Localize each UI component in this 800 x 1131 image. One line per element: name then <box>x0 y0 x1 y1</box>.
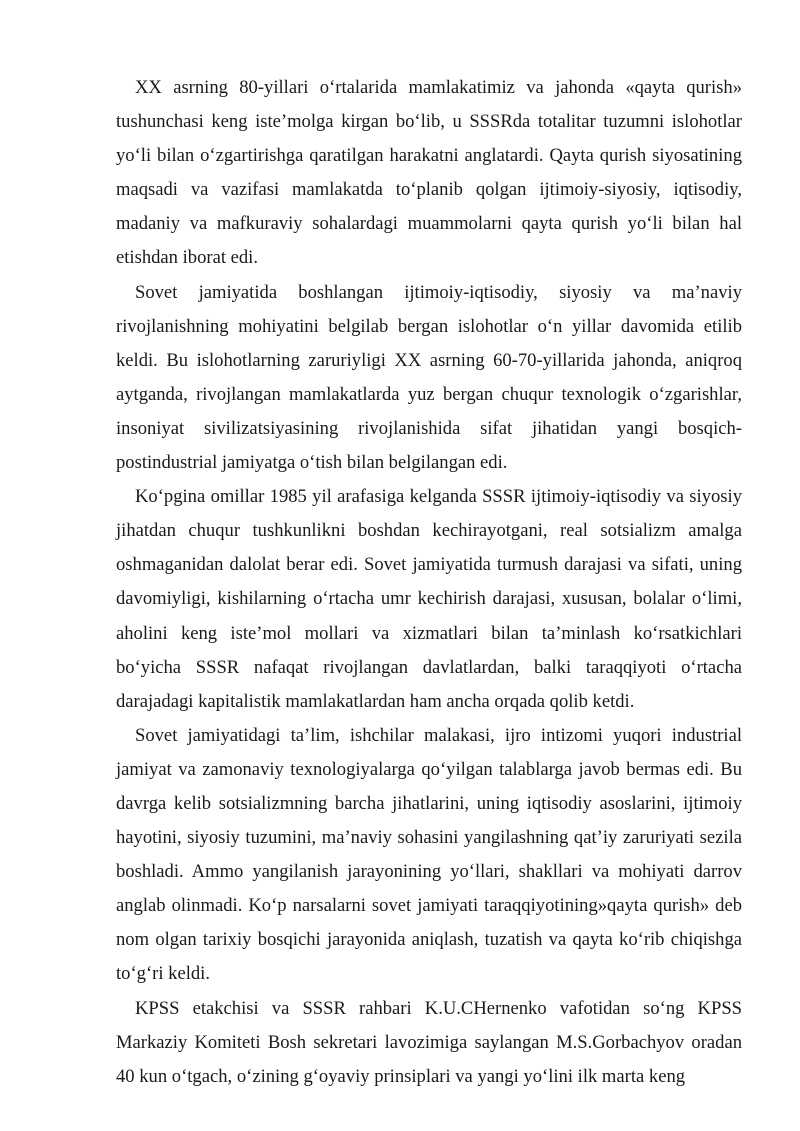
paragraph-4: Sovet jamiyatidagi ta’lim, ishchilar malakasi, ijro intizomi yuqori industrial jamiyat va zamonaviy texnologiyalarga qo‘yilgan talablarga javob bermas edi. Bu davrga kelib sotsializmning barcha jihatlarini, uning iqtisodiy asoslarini, ijtimoiy hayotini, siyosiy tuzumini, ma’naviy sohasini yangilashning qat’iy zaruriyati sezila boshladi. Ammo yangilanish jarayonining yo‘llari, shakllari va mohiyati darrov anglab olinmadi. Ko‘p narsalarni sovet jamiyati taraqqiyotining»qayta qurish» deb nom olgan tarixiy bosqichi jarayonida aniqlash, tuzatish va qayta ko‘rib chiqishga to‘g‘ri keldi. <box>116 724 742 985</box>
paragraph-5: KPSS etakchisi va SSSR rahbari K.U.CHernenko vafotidan so‘ng KPSS Markaziy Komiteti Bosh sekretari lavozimiga saylangan M.S.Gorbachyov oradan 40 kun o‘tgach, o‘zining g‘oyaviy prinsiplari va yangi yo‘lini ilk marta keng <box>116 997 742 1087</box>
document-page <box>116 71 742 1094</box>
paragraph-1: XX asrning 80-yillari o‘rtalarida mamlakatimiz va jahonda «qayta qurish» tushunchasi keng iste’molga kirgan bo‘lib, u SSSRda totalitar tuzumni islohotlar yo‘li bilan o‘zgartirishga qaratilgan harakatni anglatardi. Qayta qurish siyosatining maqsadi va vazifasi mamlakatda to‘planib qolgan ijtimoiy-siyosiy, iqtisodiy, madaniy va mafkuraviy sohalardagi muammolarni qayta qurish yo‘li bilan hal etishdan iborat edi. <box>116 77 742 269</box>
paragraph-2: Sovet jamiyatida boshlangan ijtimoiy-iqtisodiy, siyosiy va ma’naviy rivojlanishning mohiyatini belgilab bergan islohotlar o‘n yillar davomida etilib keldi. Bu islohotlarning zaruriyligi XX asrning 60-70-yillarida jahonda, aniqroq aytganda, rivojlangan mamlakatlarda yuz bergan chuqur texnologik o‘zgarishlar, insoniyat sivilizatsiyasining rivojlanishida sifat jihatidan yangi bosqich-postindustrial jamiyatga o‘tish bilan belgilangan edi. <box>116 281 742 474</box>
paragraph-3: Ko‘pgina omillar 1985 yil arafasiga kelganda SSSR ijtimoiy-iqtisodiy va siyosiy jihatdan chuqur tushkunlikni boshdan kechirayotgani, real sotsializm amalga oshmaganidan dalolat berar edi. Sovet jamiyatida turmush darajasi va sifati, uning davomiyligi, kishilarning o‘rtacha umr kechirish darajasi, xususan, bolalar o‘limi, aholini keng iste’mol mollari va xizmatlari bilan ta’minlash ko‘rsatkichlari bo‘yicha SSSR nafaqat rivojlangan davlatlardan, balki taraqqiyoti o‘rtacha darajadagi kapitalistik mamlakatlardan ham ancha orqada qolib ketdi. <box>116 486 742 712</box>
